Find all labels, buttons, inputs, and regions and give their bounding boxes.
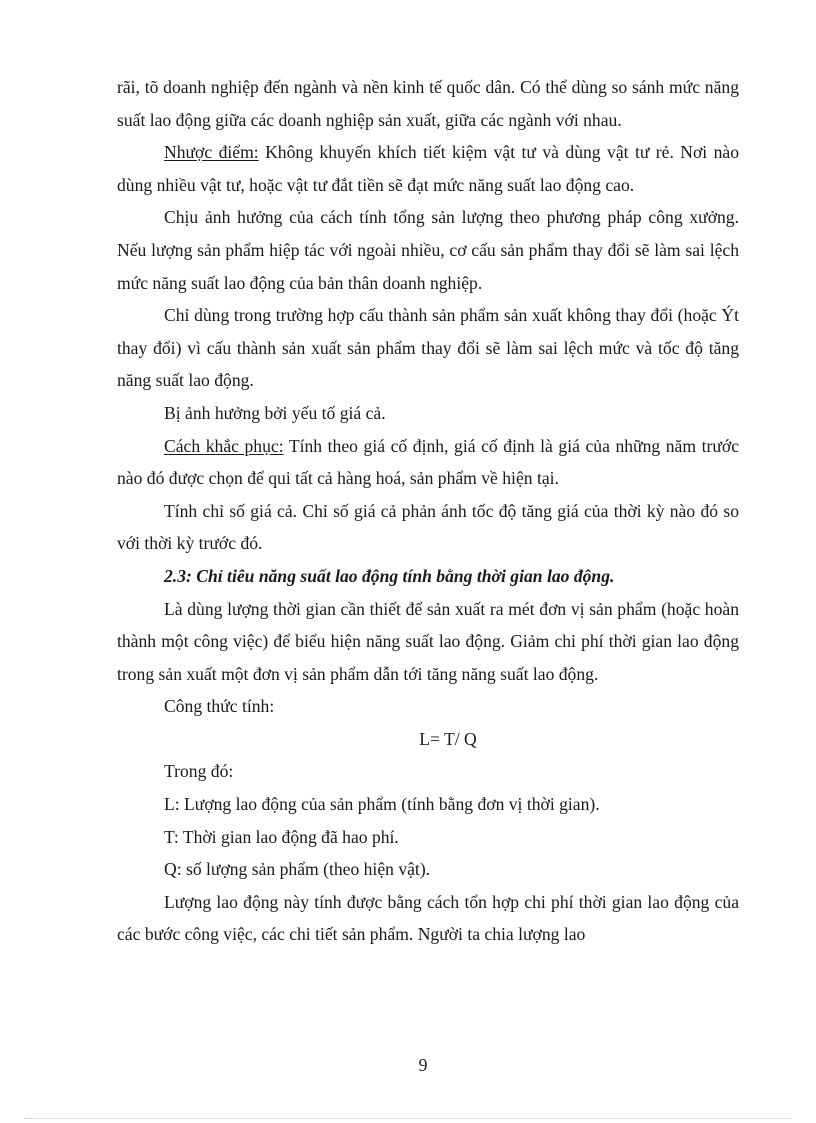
page-number: 9 <box>418 1055 428 1075</box>
paragraph-remedy <box>117 430 739 495</box>
body-text <box>117 71 739 951</box>
remedy-text: Tính theo giá cố định, giá cố định là giá của những năm trước nào đó được chọn để qui tất cả hàng hoá, sản phẩm về hiện tại. <box>117 435 740 489</box>
paragraph-14: Lượng lao động này tính được bằng cách tổn hợp chi phí thời gian lao động của các bước công việc, các chi tiết sản phẩm. Người ta chia lượng lao <box>117 891 739 945</box>
paragraph-7: Tính chỉ số giá cả. Chỉ số giá cả phản ánh tốc độ tăng giá của thời kỳ nào đó so với thời kỳ trước đó. <box>117 500 739 554</box>
disadvantage-label: Nhược điểm: <box>164 142 259 163</box>
paragraph-10: Trong đó: <box>164 761 234 782</box>
definition-l: L: Lượng lao động của sản phẩm (tính bằng đơn vị thời gian). <box>164 794 600 815</box>
remedy-label: Cách khắc phục: <box>164 435 284 456</box>
page-bottom-divider <box>24 1118 792 1119</box>
paragraph-5: Bị ảnh hưởng bởi yếu tố giá cả. <box>164 402 386 423</box>
paragraph-8: Là dùng lượng thời gian cần thiết để sản xuất ra mét đơn vị sản phẩm (hoặc hoàn thành một công việc) để biểu hiện năng suất lao động. Giảm chi phí thời gian lao động trong sản xuất một đơn vị sản phẩm dẫn tới tăng năng suất lao động. <box>117 598 739 684</box>
section-heading: 2.3: Chỉ tiêu năng suất lao động tính bằng thời gian lao động. <box>164 565 615 586</box>
definition-t: T: Thời gian lao động đã hao phí. <box>164 826 399 847</box>
definition-q: Q: số lượng sản phẩm (theo hiện vật). <box>164 859 431 880</box>
formula: L= T/ Q <box>419 728 477 749</box>
paragraph-disadvantage <box>117 136 739 201</box>
paragraph-4: Chỉ dùng trong trường hợp cấu thành sản phẩm sản xuất không thay đổi (hoặc Ýt thay đổi) vì cấu thành sản xuất sản phẩm thay đổi sẽ làm sai lệch mức và tốc độ tăng năng suất lao động. <box>117 305 739 391</box>
paragraph-9: Công thức tính: <box>164 696 275 717</box>
disadvantage-text: Không khuyến khích tiết kiệm vật tư và dùng vật tư rẻ. Nơi nào dùng nhiều vật tư, hoặc vật tư đắt tiền sẽ đạt mức năng suất lao động cao. <box>117 142 740 195</box>
paragraph-3: Chịu ảnh hưởng của cách tính tổng sản lượng theo phương pháp công xưởng. Nếu lượng sản phẩm hiệp tác với ngoài nhiều, cơ cấu sản phẩm thay đổi sẽ làm sai lệch mức năng suất lao động của bản thân doanh nghiệp. <box>117 207 739 293</box>
paragraph-1: rãi, tõ doanh nghiệp đến ngành và nền kinh tế quốc dân. Có thể dùng so sánh mức năng suất lao động giữa các doanh nghiệp sản xuất, giữa các ngành với nhau. <box>117 77 739 130</box>
